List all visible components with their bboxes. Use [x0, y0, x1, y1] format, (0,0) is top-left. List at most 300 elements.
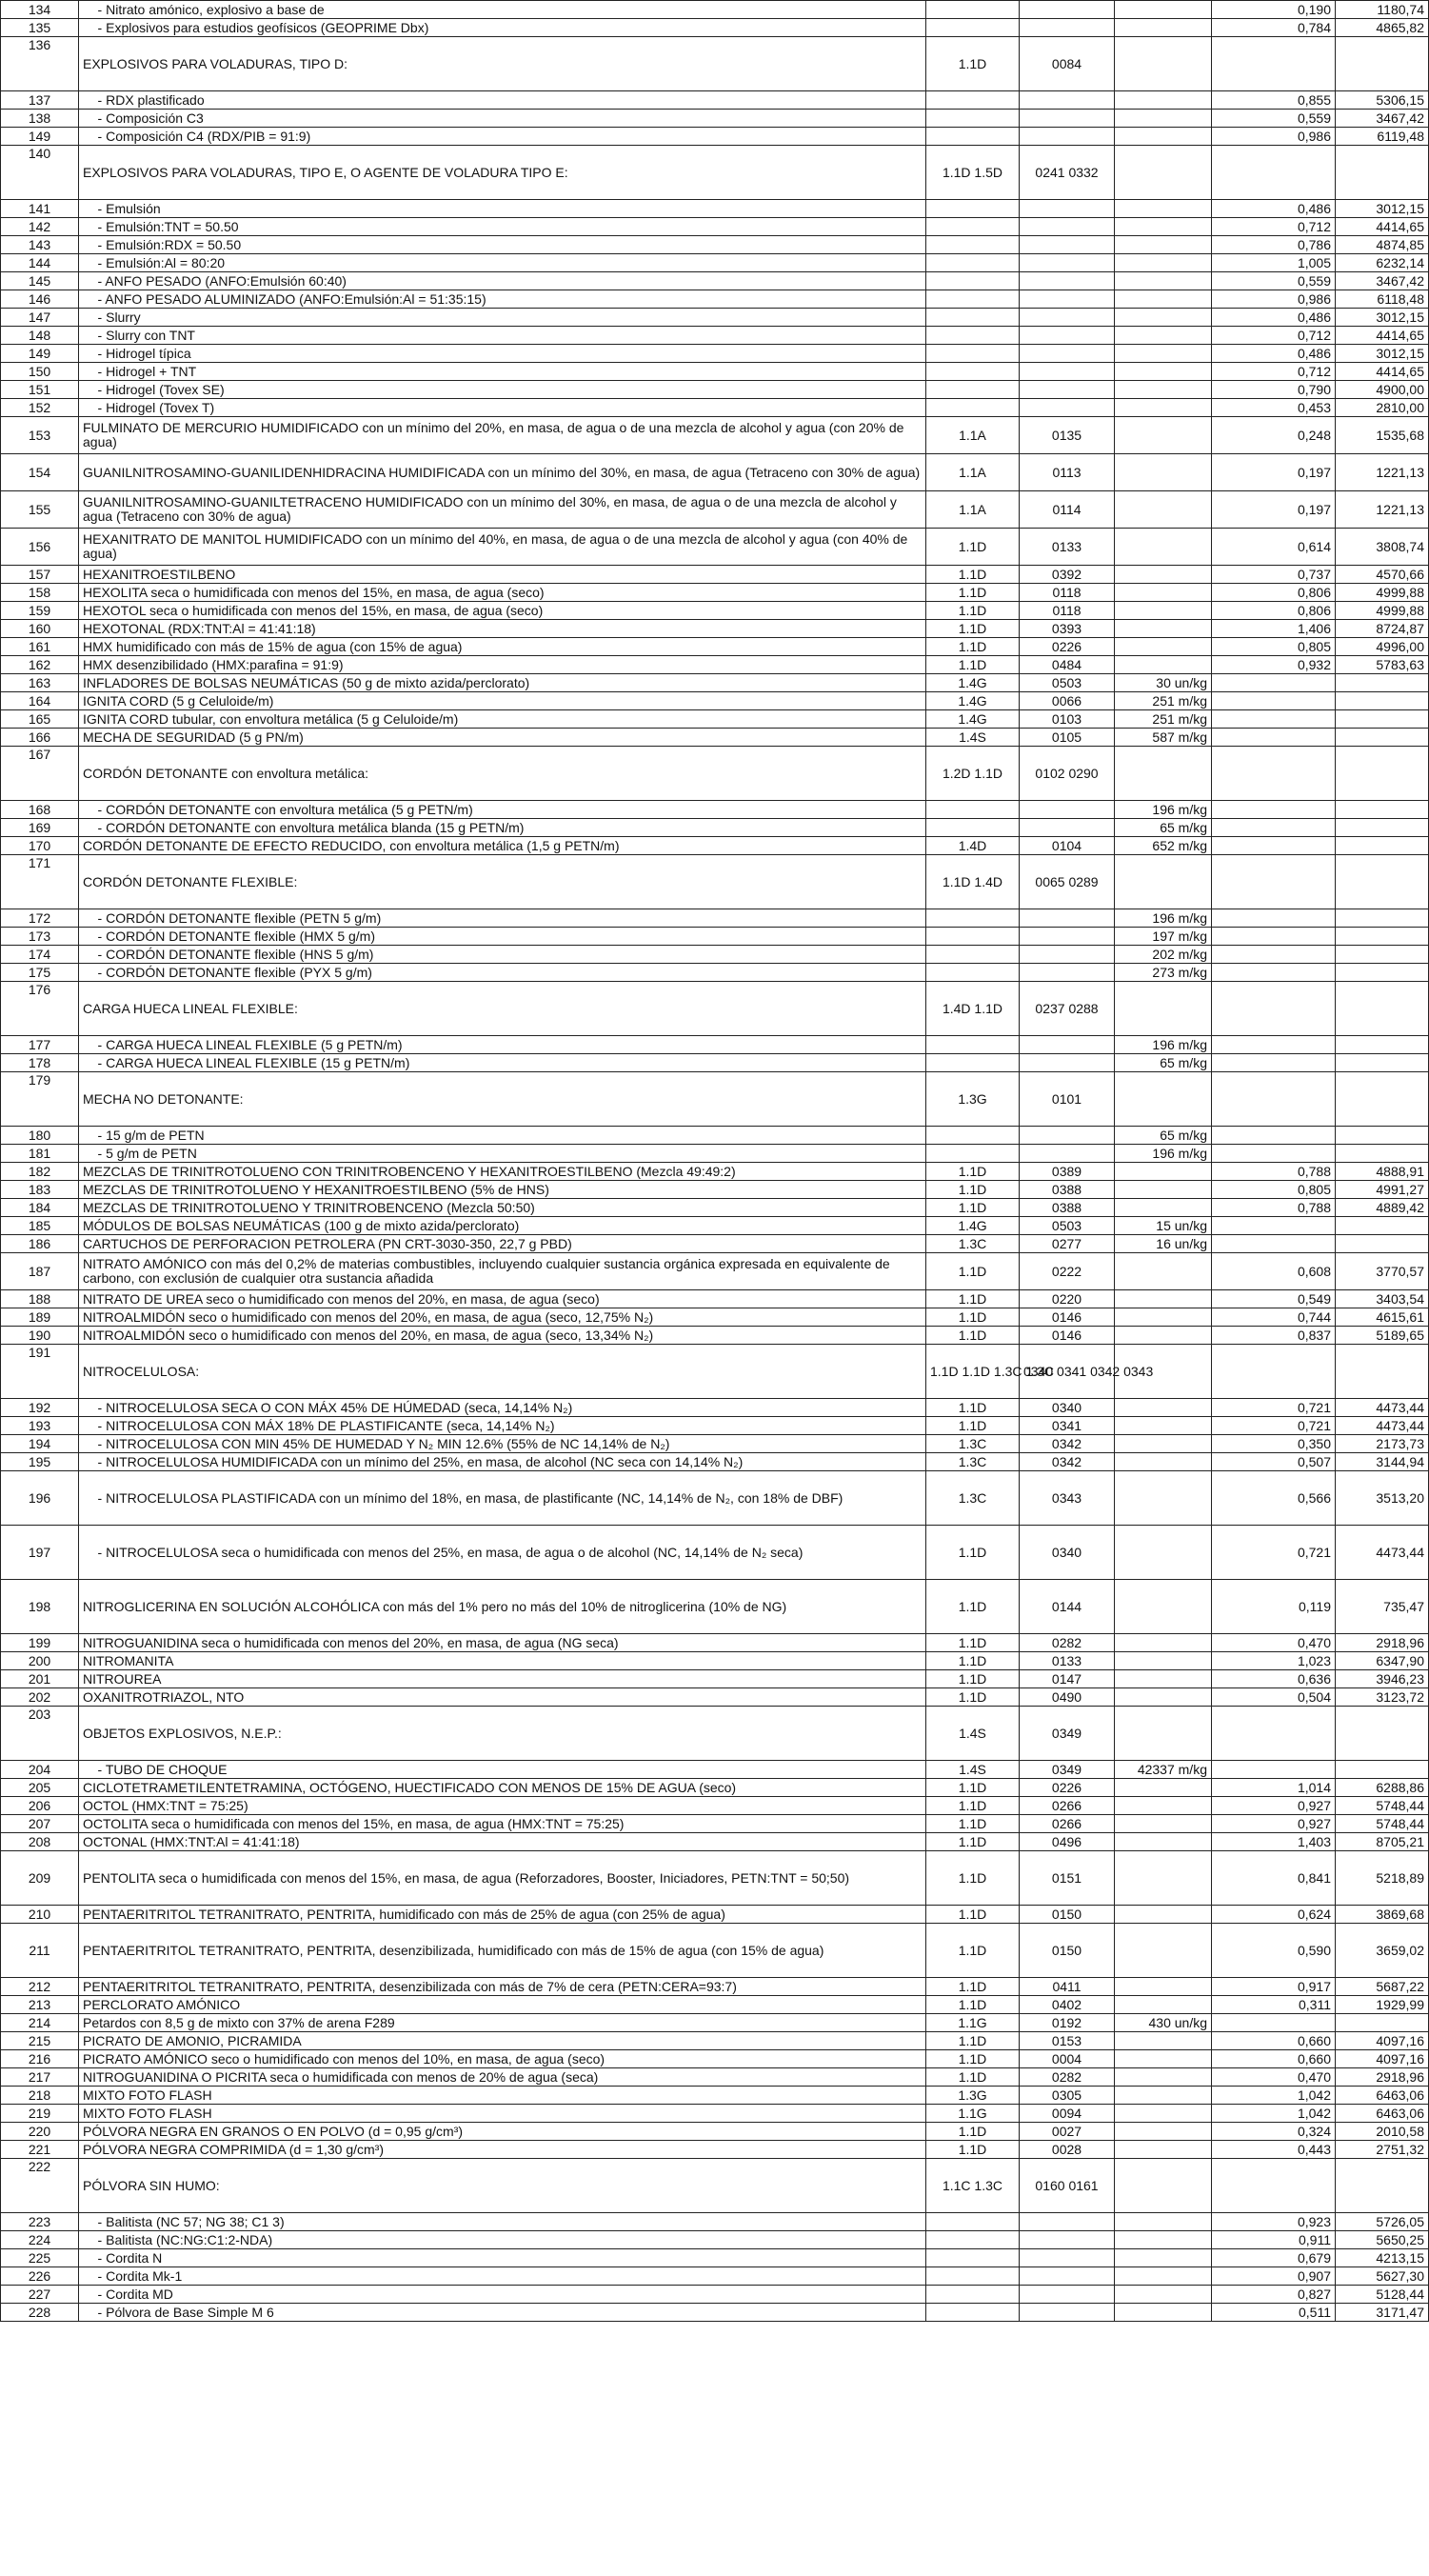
- row-number-cell: 196: [1, 1471, 79, 1526]
- row-number-cell: 194: [1, 1435, 79, 1453]
- row-number-cell: 223: [1, 2213, 79, 2231]
- un-number-cell: [1020, 254, 1115, 272]
- table-row: [1, 254, 1429, 272]
- un-number-cell: 0133: [1020, 1652, 1115, 1670]
- value-cell: 4615,61: [1336, 1308, 1429, 1327]
- row-number-cell: 159: [1, 602, 79, 620]
- description-cell: HEXANITROESTILBENO: [79, 566, 926, 584]
- quantity-per-kg-cell: 65 m/kg: [1115, 1127, 1212, 1145]
- value-cell: 4996,00: [1336, 638, 1429, 656]
- quantity-per-kg-cell: [1115, 656, 1212, 674]
- description-cell: - Cordita MD: [79, 2286, 926, 2304]
- class-code-cell: [926, 2213, 1020, 2231]
- factor-cell: [1212, 37, 1336, 91]
- row-number-cell: 154: [1, 454, 79, 491]
- factor-cell: 0,590: [1212, 1924, 1336, 1978]
- value-cell: 4473,44: [1336, 1526, 1429, 1580]
- value-cell: 6463,06: [1336, 2105, 1429, 2123]
- un-number-cell: 0349: [1020, 1761, 1115, 1779]
- row-number-cell: 224: [1, 2231, 79, 2249]
- row-number-cell: 145: [1, 272, 79, 290]
- un-number-cell: [1020, 128, 1115, 146]
- class-code-cell: 1.1D: [926, 1417, 1020, 1435]
- row-number-cell: 152: [1, 399, 79, 417]
- factor-cell: 0,917: [1212, 1978, 1336, 1996]
- un-number-cell: [1020, 91, 1115, 110]
- row-number-cell: 214: [1, 2014, 79, 2032]
- description-cell: - NITROCELULOSA seca o humidificada con menos del 25%, en masa, de agua o de alcohol (NC, 14,14% de N₂ seca): [79, 1526, 926, 1580]
- class-code-cell: 1.1D: [926, 1797, 1020, 1815]
- class-code-cell: [926, 254, 1020, 272]
- description-cell: OBJETOS EXPLOSIVOS, N.E.P.:: [79, 1707, 926, 1761]
- value-cell: [1336, 1707, 1429, 1761]
- value-cell: 4888,91: [1336, 1163, 1429, 1181]
- quantity-per-kg-cell: [1115, 2231, 1212, 2249]
- class-code-cell: 1.4G: [926, 710, 1020, 729]
- class-code-cell: 1.1D: [926, 602, 1020, 620]
- quantity-per-kg-cell: 65 m/kg: [1115, 1054, 1212, 1072]
- class-code-cell: 1.1A: [926, 417, 1020, 454]
- table-row: [1, 1, 1429, 19]
- quantity-per-kg-cell: [1115, 146, 1212, 200]
- factor-cell: 0,443: [1212, 2141, 1336, 2159]
- class-code-cell: [926, 345, 1020, 363]
- class-code-cell: 1.4G: [926, 692, 1020, 710]
- description-cell: PÓLVORA NEGRA COMPRIMIDA (d = 1,30 g/cm³): [79, 2141, 926, 2159]
- row-number-cell: 151: [1, 381, 79, 399]
- value-cell: [1336, 747, 1429, 801]
- value-cell: 6347,90: [1336, 1652, 1429, 1670]
- value-cell: [1336, 1235, 1429, 1253]
- un-number-cell: 0084: [1020, 37, 1115, 91]
- quantity-per-kg-cell: [1115, 1906, 1212, 1924]
- description-cell: MÓDULOS DE BOLSAS NEUMÁTICAS (100 g de mixto azida/perclorato): [79, 1217, 926, 1235]
- un-number-cell: 0342: [1020, 1435, 1115, 1453]
- table-row: [1, 2050, 1429, 2068]
- description-cell: - Balitista (NC 57; NG 38; C1 3): [79, 2213, 926, 2231]
- description-cell: NITROUREA: [79, 1670, 926, 1688]
- factor-cell: 0,788: [1212, 1163, 1336, 1181]
- value-cell: 2918,96: [1336, 1634, 1429, 1652]
- class-code-cell: 1.1D: [926, 1290, 1020, 1308]
- class-code-cell: 1.3C: [926, 1435, 1020, 1453]
- class-code-cell: 1.4S: [926, 729, 1020, 747]
- un-number-cell: 0028: [1020, 2141, 1115, 2159]
- table-row: [1, 1072, 1429, 1127]
- class-code-cell: [926, 363, 1020, 381]
- quantity-per-kg-cell: [1115, 1453, 1212, 1471]
- class-code-cell: 1.1D: [926, 37, 1020, 91]
- un-number-cell: 0147: [1020, 1670, 1115, 1688]
- factor-cell: 0,504: [1212, 1688, 1336, 1707]
- value-cell: 4865,82: [1336, 19, 1429, 37]
- row-number-cell: 192: [1, 1399, 79, 1417]
- factor-cell: 0,350: [1212, 1435, 1336, 1453]
- row-number-cell: 178: [1, 1054, 79, 1072]
- value-cell: 5218,89: [1336, 1851, 1429, 1906]
- table-row: [1, 1308, 1429, 1327]
- un-number-cell: [1020, 399, 1115, 417]
- value-cell: 2751,32: [1336, 2141, 1429, 2159]
- factor-cell: 0,190: [1212, 1, 1336, 19]
- un-number-cell: 0503: [1020, 1217, 1115, 1235]
- value-cell: 5748,44: [1336, 1797, 1429, 1815]
- table-row: [1, 1453, 1429, 1471]
- factor-cell: 0,986: [1212, 128, 1336, 146]
- factor-cell: [1212, 819, 1336, 837]
- class-code-cell: 1.1D: [926, 1253, 1020, 1290]
- description-cell: HEXANITRATO DE MANITOL HUMIDIFICADO con un mínimo del 40%, en masa, de agua o de una mezcla de alcohol y agua (con 40% de agua): [79, 529, 926, 566]
- table-row: [1, 2213, 1429, 2231]
- table-row: [1, 855, 1429, 909]
- row-number-cell: 175: [1, 964, 79, 982]
- class-code-cell: [926, 1145, 1020, 1163]
- row-number-cell: 206: [1, 1797, 79, 1815]
- table-row: [1, 290, 1429, 309]
- quantity-per-kg-cell: [1115, 1526, 1212, 1580]
- un-number-cell: [1020, 110, 1115, 128]
- quantity-per-kg-cell: [1115, 2087, 1212, 2105]
- table-row: [1, 602, 1429, 620]
- factor-cell: [1212, 1072, 1336, 1127]
- un-number-cell: [1020, 1, 1115, 19]
- table-row: [1, 2141, 1429, 2159]
- value-cell: 4473,44: [1336, 1399, 1429, 1417]
- description-cell: - 15 g/m de PETN: [79, 1127, 926, 1145]
- un-number-cell: [1020, 345, 1115, 363]
- class-code-cell: 1.1D: [926, 1580, 1020, 1634]
- row-number-cell: 137: [1, 91, 79, 110]
- factor-cell: 0,855: [1212, 91, 1336, 110]
- class-code-cell: [926, 218, 1020, 236]
- table-row: [1, 692, 1429, 710]
- class-code-cell: [926, 2267, 1020, 2286]
- factor-cell: [1212, 2014, 1336, 2032]
- value-cell: 5306,15: [1336, 91, 1429, 110]
- table-row: [1, 1670, 1429, 1688]
- un-number-cell: 0133: [1020, 529, 1115, 566]
- class-code-cell: 1.1D 1.1D 1.3C 1.3C: [926, 1345, 1020, 1399]
- description-cell: - Composición C3: [79, 110, 926, 128]
- table-row: [1, 345, 1429, 363]
- class-code-cell: 1.1D: [926, 1526, 1020, 1580]
- quantity-per-kg-cell: [1115, 309, 1212, 327]
- row-number-cell: 227: [1, 2286, 79, 2304]
- row-number-cell: 155: [1, 491, 79, 529]
- description-cell: CORDÓN DETONANTE FLEXIBLE:: [79, 855, 926, 909]
- row-number-cell: 176: [1, 982, 79, 1036]
- factor-cell: 0,805: [1212, 638, 1336, 656]
- un-number-cell: [1020, 19, 1115, 37]
- class-code-cell: 1.1D: [926, 2050, 1020, 2068]
- un-number-cell: 0150: [1020, 1906, 1115, 1924]
- un-number-cell: 0266: [1020, 1815, 1115, 1833]
- row-number-cell: 170: [1, 837, 79, 855]
- un-number-cell: 0496: [1020, 1833, 1115, 1851]
- class-code-cell: 1.1D: [926, 1399, 1020, 1417]
- table-row: [1, 1163, 1429, 1181]
- value-cell: [1336, 1054, 1429, 1072]
- description-cell: - NITROCELULOSA SECA O CON MÁX 45% DE HÚMEDAD (seca, 14,14% N₂): [79, 1399, 926, 1417]
- class-code-cell: 1.3C: [926, 1471, 1020, 1526]
- table-row: [1, 491, 1429, 529]
- row-number-cell: 164: [1, 692, 79, 710]
- value-cell: 3513,20: [1336, 1471, 1429, 1526]
- quantity-per-kg-cell: [1115, 1399, 1212, 1417]
- description-cell: EXPLOSIVOS PARA VOLADURAS, TIPO E, O AGENTE DE VOLADURA TIPO E:: [79, 146, 926, 200]
- table-row: [1, 964, 1429, 982]
- row-number-cell: 172: [1, 909, 79, 928]
- factor-cell: 0,453: [1212, 399, 1336, 417]
- row-number-cell: 169: [1, 819, 79, 837]
- un-number-cell: 0027: [1020, 2123, 1115, 2141]
- quantity-per-kg-cell: 196 m/kg: [1115, 1036, 1212, 1054]
- quantity-per-kg-cell: [1115, 1996, 1212, 2014]
- value-cell: [1336, 837, 1429, 855]
- quantity-per-kg-cell: 16 un/kg: [1115, 1235, 1212, 1253]
- row-number-cell: 215: [1, 2032, 79, 2050]
- class-code-cell: 1.1D: [926, 1634, 1020, 1652]
- quantity-per-kg-cell: [1115, 19, 1212, 37]
- factor-cell: 1,042: [1212, 2087, 1336, 2105]
- row-number-cell: 144: [1, 254, 79, 272]
- quantity-per-kg-cell: 42337 m/kg: [1115, 1761, 1212, 1779]
- row-number-cell: 161: [1, 638, 79, 656]
- row-number-cell: 165: [1, 710, 79, 729]
- un-number-cell: 0305: [1020, 2087, 1115, 2105]
- description-cell: PÓLVORA SIN HUMO:: [79, 2159, 926, 2213]
- value-cell: 3467,42: [1336, 272, 1429, 290]
- un-number-cell: [1020, 218, 1115, 236]
- class-code-cell: 1.1D: [926, 1670, 1020, 1688]
- un-number-cell: 0146: [1020, 1327, 1115, 1345]
- un-number-cell: 0341: [1020, 1417, 1115, 1435]
- description-cell: HEXOTOL seca o humidificada con menos del 15%, en masa, de agua (seco): [79, 602, 926, 620]
- un-number-cell: 0066: [1020, 692, 1115, 710]
- quantity-per-kg-cell: 65 m/kg: [1115, 819, 1212, 837]
- value-cell: 5687,22: [1336, 1978, 1429, 1996]
- class-code-cell: 1.1D: [926, 2032, 1020, 2050]
- un-number-cell: 0340: [1020, 1526, 1115, 1580]
- description-cell: - CORDÓN DETONANTE flexible (PYX 5 g/m): [79, 964, 926, 982]
- value-cell: 2010,58: [1336, 2123, 1429, 2141]
- quantity-per-kg-cell: [1115, 91, 1212, 110]
- class-code-cell: [926, 128, 1020, 146]
- row-number-cell: 222: [1, 2159, 79, 2213]
- quantity-per-kg-cell: [1115, 1707, 1212, 1761]
- description-cell: - Cordita Mk-1: [79, 2267, 926, 2286]
- factor-cell: [1212, 928, 1336, 946]
- class-code-cell: 1.1D: [926, 1163, 1020, 1181]
- un-number-cell: 0192: [1020, 2014, 1115, 2032]
- quantity-per-kg-cell: [1115, 2141, 1212, 2159]
- factor-cell: 1,403: [1212, 1833, 1336, 1851]
- quantity-per-kg-cell: [1115, 638, 1212, 656]
- description-cell: NITROALMIDÓN seco o humidificado con menos del 20%, en masa, de agua (seco, 13,34% N₂): [79, 1327, 926, 1345]
- class-code-cell: 1.1D: [926, 1181, 1020, 1199]
- factor-cell: 0,679: [1212, 2249, 1336, 2267]
- un-number-cell: 0340 0341 0342 0343: [1020, 1345, 1115, 1399]
- class-code-cell: 1.1C 1.3C: [926, 2159, 1020, 2213]
- description-cell: - Slurry: [79, 309, 926, 327]
- quantity-per-kg-cell: [1115, 363, 1212, 381]
- factor-cell: 0,788: [1212, 1199, 1336, 1217]
- un-number-cell: [1020, 1054, 1115, 1072]
- row-number-cell: 204: [1, 1761, 79, 1779]
- factor-cell: [1212, 1036, 1336, 1054]
- quantity-per-kg-cell: [1115, 1652, 1212, 1670]
- quantity-per-kg-cell: 196 m/kg: [1115, 1145, 1212, 1163]
- table-row: [1, 218, 1429, 236]
- table-row: [1, 2087, 1429, 2105]
- quantity-per-kg-cell: [1115, 236, 1212, 254]
- factor-cell: 0,486: [1212, 309, 1336, 327]
- un-number-cell: 0114: [1020, 491, 1115, 529]
- quantity-per-kg-cell: 652 m/kg: [1115, 837, 1212, 855]
- un-number-cell: 0101: [1020, 1072, 1115, 1127]
- table-row: [1, 200, 1429, 218]
- quantity-per-kg-cell: [1115, 2213, 1212, 2231]
- class-code-cell: 1.1A: [926, 454, 1020, 491]
- un-number-cell: 0151: [1020, 1851, 1115, 1906]
- un-number-cell: 0343: [1020, 1471, 1115, 1526]
- factor-cell: [1212, 747, 1336, 801]
- table-row: [1, 91, 1429, 110]
- table-row: [1, 946, 1429, 964]
- description-cell: INFLADORES DE BOLSAS NEUMÁTICAS (50 g de mixto azida/perclorato): [79, 674, 926, 692]
- factor-cell: [1212, 1707, 1336, 1761]
- row-number-cell: 171: [1, 855, 79, 909]
- description-cell: OCTONAL (HMX:TNT:Al = 41:41:18): [79, 1833, 926, 1851]
- value-cell: 3171,47: [1336, 2304, 1429, 2322]
- row-number-cell: 179: [1, 1072, 79, 1127]
- un-number-cell: 0342: [1020, 1453, 1115, 1471]
- quantity-per-kg-cell: [1115, 2159, 1212, 2213]
- factor-cell: 0,486: [1212, 200, 1336, 218]
- value-cell: 1929,99: [1336, 1996, 1429, 2014]
- class-code-cell: 1.1D: [926, 1833, 1020, 1851]
- factor-cell: 1,023: [1212, 1652, 1336, 1670]
- class-code-cell: [926, 1, 1020, 19]
- description-cell: - CARGA HUECA LINEAL FLEXIBLE (5 g PETN/m): [79, 1036, 926, 1054]
- value-cell: 5627,30: [1336, 2267, 1429, 2286]
- un-number-cell: [1020, 327, 1115, 345]
- quantity-per-kg-cell: [1115, 128, 1212, 146]
- table-row: [1, 1526, 1429, 1580]
- value-cell: [1336, 855, 1429, 909]
- un-number-cell: 0389: [1020, 1163, 1115, 1181]
- value-cell: [1336, 1217, 1429, 1235]
- factor-cell: [1212, 1235, 1336, 1253]
- quantity-per-kg-cell: [1115, 1779, 1212, 1797]
- table-row: [1, 2032, 1429, 2050]
- table-row: [1, 2014, 1429, 2032]
- row-number-cell: 156: [1, 529, 79, 566]
- factor-cell: 0,744: [1212, 1308, 1336, 1327]
- description-cell: MIXTO FOTO FLASH: [79, 2087, 926, 2105]
- description-cell: PICRATO DE AMONIO, PICRAMIDA: [79, 2032, 926, 2050]
- un-number-cell: [1020, 1145, 1115, 1163]
- table-row: [1, 1978, 1429, 1996]
- class-code-cell: [926, 928, 1020, 946]
- quantity-per-kg-cell: [1115, 1290, 1212, 1308]
- quantity-per-kg-cell: [1115, 1833, 1212, 1851]
- row-number-cell: 188: [1, 1290, 79, 1308]
- quantity-per-kg-cell: [1115, 2286, 1212, 2304]
- table-row: [1, 747, 1429, 801]
- quantity-per-kg-cell: 251 m/kg: [1115, 710, 1212, 729]
- quantity-per-kg-cell: [1115, 529, 1212, 566]
- value-cell: [1336, 819, 1429, 837]
- description-cell: IGNITA CORD (5 g Celuloide/m): [79, 692, 926, 710]
- un-number-cell: [1020, 2231, 1115, 2249]
- quantity-per-kg-cell: [1115, 290, 1212, 309]
- table-row: [1, 2286, 1429, 2304]
- un-number-cell: [1020, 381, 1115, 399]
- un-number-cell: 0146: [1020, 1308, 1115, 1327]
- class-code-cell: [926, 1054, 1020, 1072]
- class-code-cell: 1.1D: [926, 1688, 1020, 1707]
- quantity-per-kg-cell: [1115, 2105, 1212, 2123]
- description-cell: NITROGUANIDINA O PICRITA seca o humidificada con menos de 20% de agua (seca): [79, 2068, 926, 2087]
- quantity-per-kg-cell: [1115, 1163, 1212, 1181]
- value-cell: 3012,15: [1336, 309, 1429, 327]
- factor-cell: [1212, 674, 1336, 692]
- un-number-cell: 0113: [1020, 454, 1115, 491]
- value-cell: 3123,72: [1336, 1688, 1429, 1707]
- factor-cell: 0,986: [1212, 290, 1336, 309]
- table-row: [1, 381, 1429, 399]
- row-number-cell: 141: [1, 200, 79, 218]
- factor-cell: 0,559: [1212, 110, 1336, 128]
- un-number-cell: [1020, 290, 1115, 309]
- table-row: [1, 2105, 1429, 2123]
- table-row: [1, 1761, 1429, 1779]
- row-number-cell: 142: [1, 218, 79, 236]
- un-number-cell: 0226: [1020, 1779, 1115, 1797]
- description-cell: - CORDÓN DETONANTE con envoltura metálica blanda (15 g PETN/m): [79, 819, 926, 837]
- description-cell: - CORDÓN DETONANTE flexible (PETN 5 g/m): [79, 909, 926, 928]
- value-cell: 6463,06: [1336, 2087, 1429, 2105]
- row-number-cell: 191: [1, 1345, 79, 1399]
- description-cell: - Pólvora de Base Simple M 6: [79, 2304, 926, 2322]
- un-number-cell: [1020, 928, 1115, 946]
- factor-cell: 0,841: [1212, 1851, 1336, 1906]
- value-cell: 4999,88: [1336, 584, 1429, 602]
- table-row: [1, 1471, 1429, 1526]
- description-cell: MEZCLAS DE TRINITROTOLUENO Y HEXANITROESTILBENO (5% de HNS): [79, 1181, 926, 1199]
- factor-cell: 0,614: [1212, 529, 1336, 566]
- value-cell: 5783,63: [1336, 656, 1429, 674]
- table-row: [1, 272, 1429, 290]
- value-cell: 5650,25: [1336, 2231, 1429, 2249]
- table-row: [1, 1399, 1429, 1417]
- class-code-cell: 1.1D: [926, 584, 1020, 602]
- row-number-cell: 210: [1, 1906, 79, 1924]
- factor-cell: [1212, 855, 1336, 909]
- quantity-per-kg-cell: [1115, 566, 1212, 584]
- table-row: [1, 2068, 1429, 2087]
- quantity-per-kg-cell: [1115, 2123, 1212, 2141]
- description-cell: - Explosivos para estudios geofísicos (GEOPRIME Dbx): [79, 19, 926, 37]
- row-number-cell: 183: [1, 1181, 79, 1199]
- table-row: [1, 638, 1429, 656]
- factor-cell: 0,197: [1212, 454, 1336, 491]
- quantity-per-kg-cell: [1115, 2050, 1212, 2068]
- description-cell: CORDÓN DETONANTE con envoltura metálica:: [79, 747, 926, 801]
- table-row: [1, 801, 1429, 819]
- value-cell: [1336, 982, 1429, 1036]
